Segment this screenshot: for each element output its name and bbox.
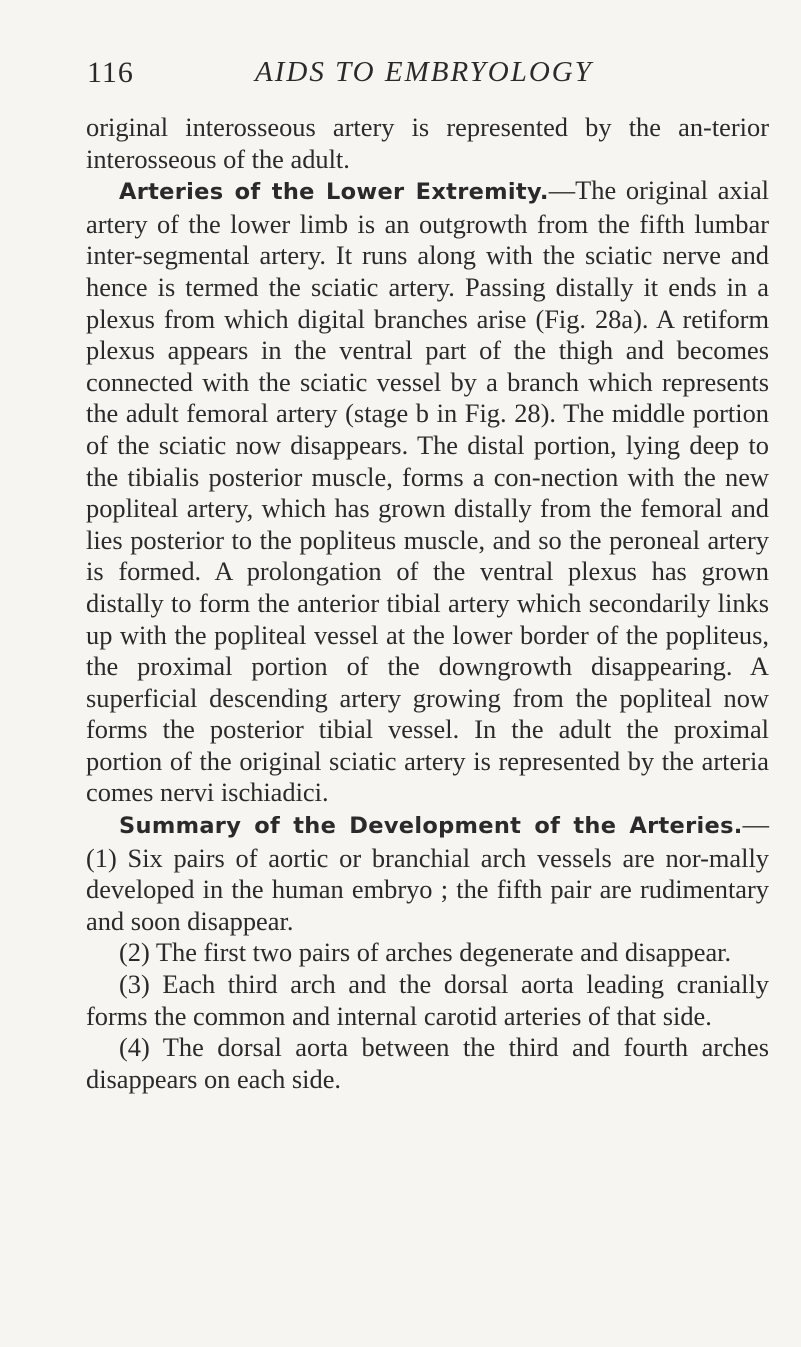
paragraph-lower-extremity-arteries: [86, 175, 769, 809]
paragraph-continuation: [86, 112, 769, 175]
paragraph-text: (4) The dorsal aorta between the third and fourth arches disappears on each side.: [86, 1032, 769, 1094]
body-text: [86, 112, 769, 1095]
paragraph-text: (2) The first two pairs of arches degenerate and disappear.: [119, 937, 732, 968]
paragraph-text: original interosseous artery is represented by the an-terior interosseous of the adult.: [86, 112, 769, 174]
running-head: [87, 56, 727, 100]
running-title: AIDS TO EMBRYOLOGY: [255, 56, 593, 88]
paragraph-text: —(1) Six pairs of aortic or branchial arch vessels are nor-mally developed in the human embryo ; the fifth pair are rudimentary and soon disappear.: [86, 809, 769, 936]
summary-item-2: [86, 937, 769, 969]
summary-item-4: [86, 1032, 769, 1095]
page-number: 116: [87, 56, 134, 89]
paragraph-text: (3) Each third arch and the dorsal aorta leading cranially forms the common and internal carotid arteries of that side.: [86, 969, 769, 1031]
section-heading: Arteries of the Lower Extremity.: [119, 179, 549, 206]
paragraph-text: —The original axial artery of the lower limb is an outgrowth from the fifth lumbar inter-segmental artery. It runs along with the sciatic nerve and hence is termed the sciatic artery. Passing distally it ends in a plexus from which digital branches arise (Fig. 28a). A retiform plexus appears in the ventral part of the thigh and becomes connected with the sciatic vessel by a branch which represents the adult femoral artery (stage b in Fig. 28). The middle portion of the sciatic now disappears. The distal portion, lying deep to the tibialis posterior muscle, forms a con-nection with the new popliteal artery, which has grown distally from the femoral and lies posterior to the popliteus muscle, and so the peroneal artery is formed. A prolongation of the ventral plexus has grown distally to form the anterior tibial artery which secondarily links up with the popliteal vessel at the lower border of the popliteus, the proximal portion of the downgrowth disappearing. A superficial descending artery growing from the popliteal now forms the posterior tibial vessel. In the adult the proximal portion of the original sciatic artery is represented by the arteria comes nervi ischiadici.: [86, 175, 769, 808]
paragraph-arteries-summary: [86, 809, 769, 937]
section-heading: Summary of the Development of the Arteries.: [119, 813, 743, 840]
summary-item-3: [86, 969, 769, 1032]
